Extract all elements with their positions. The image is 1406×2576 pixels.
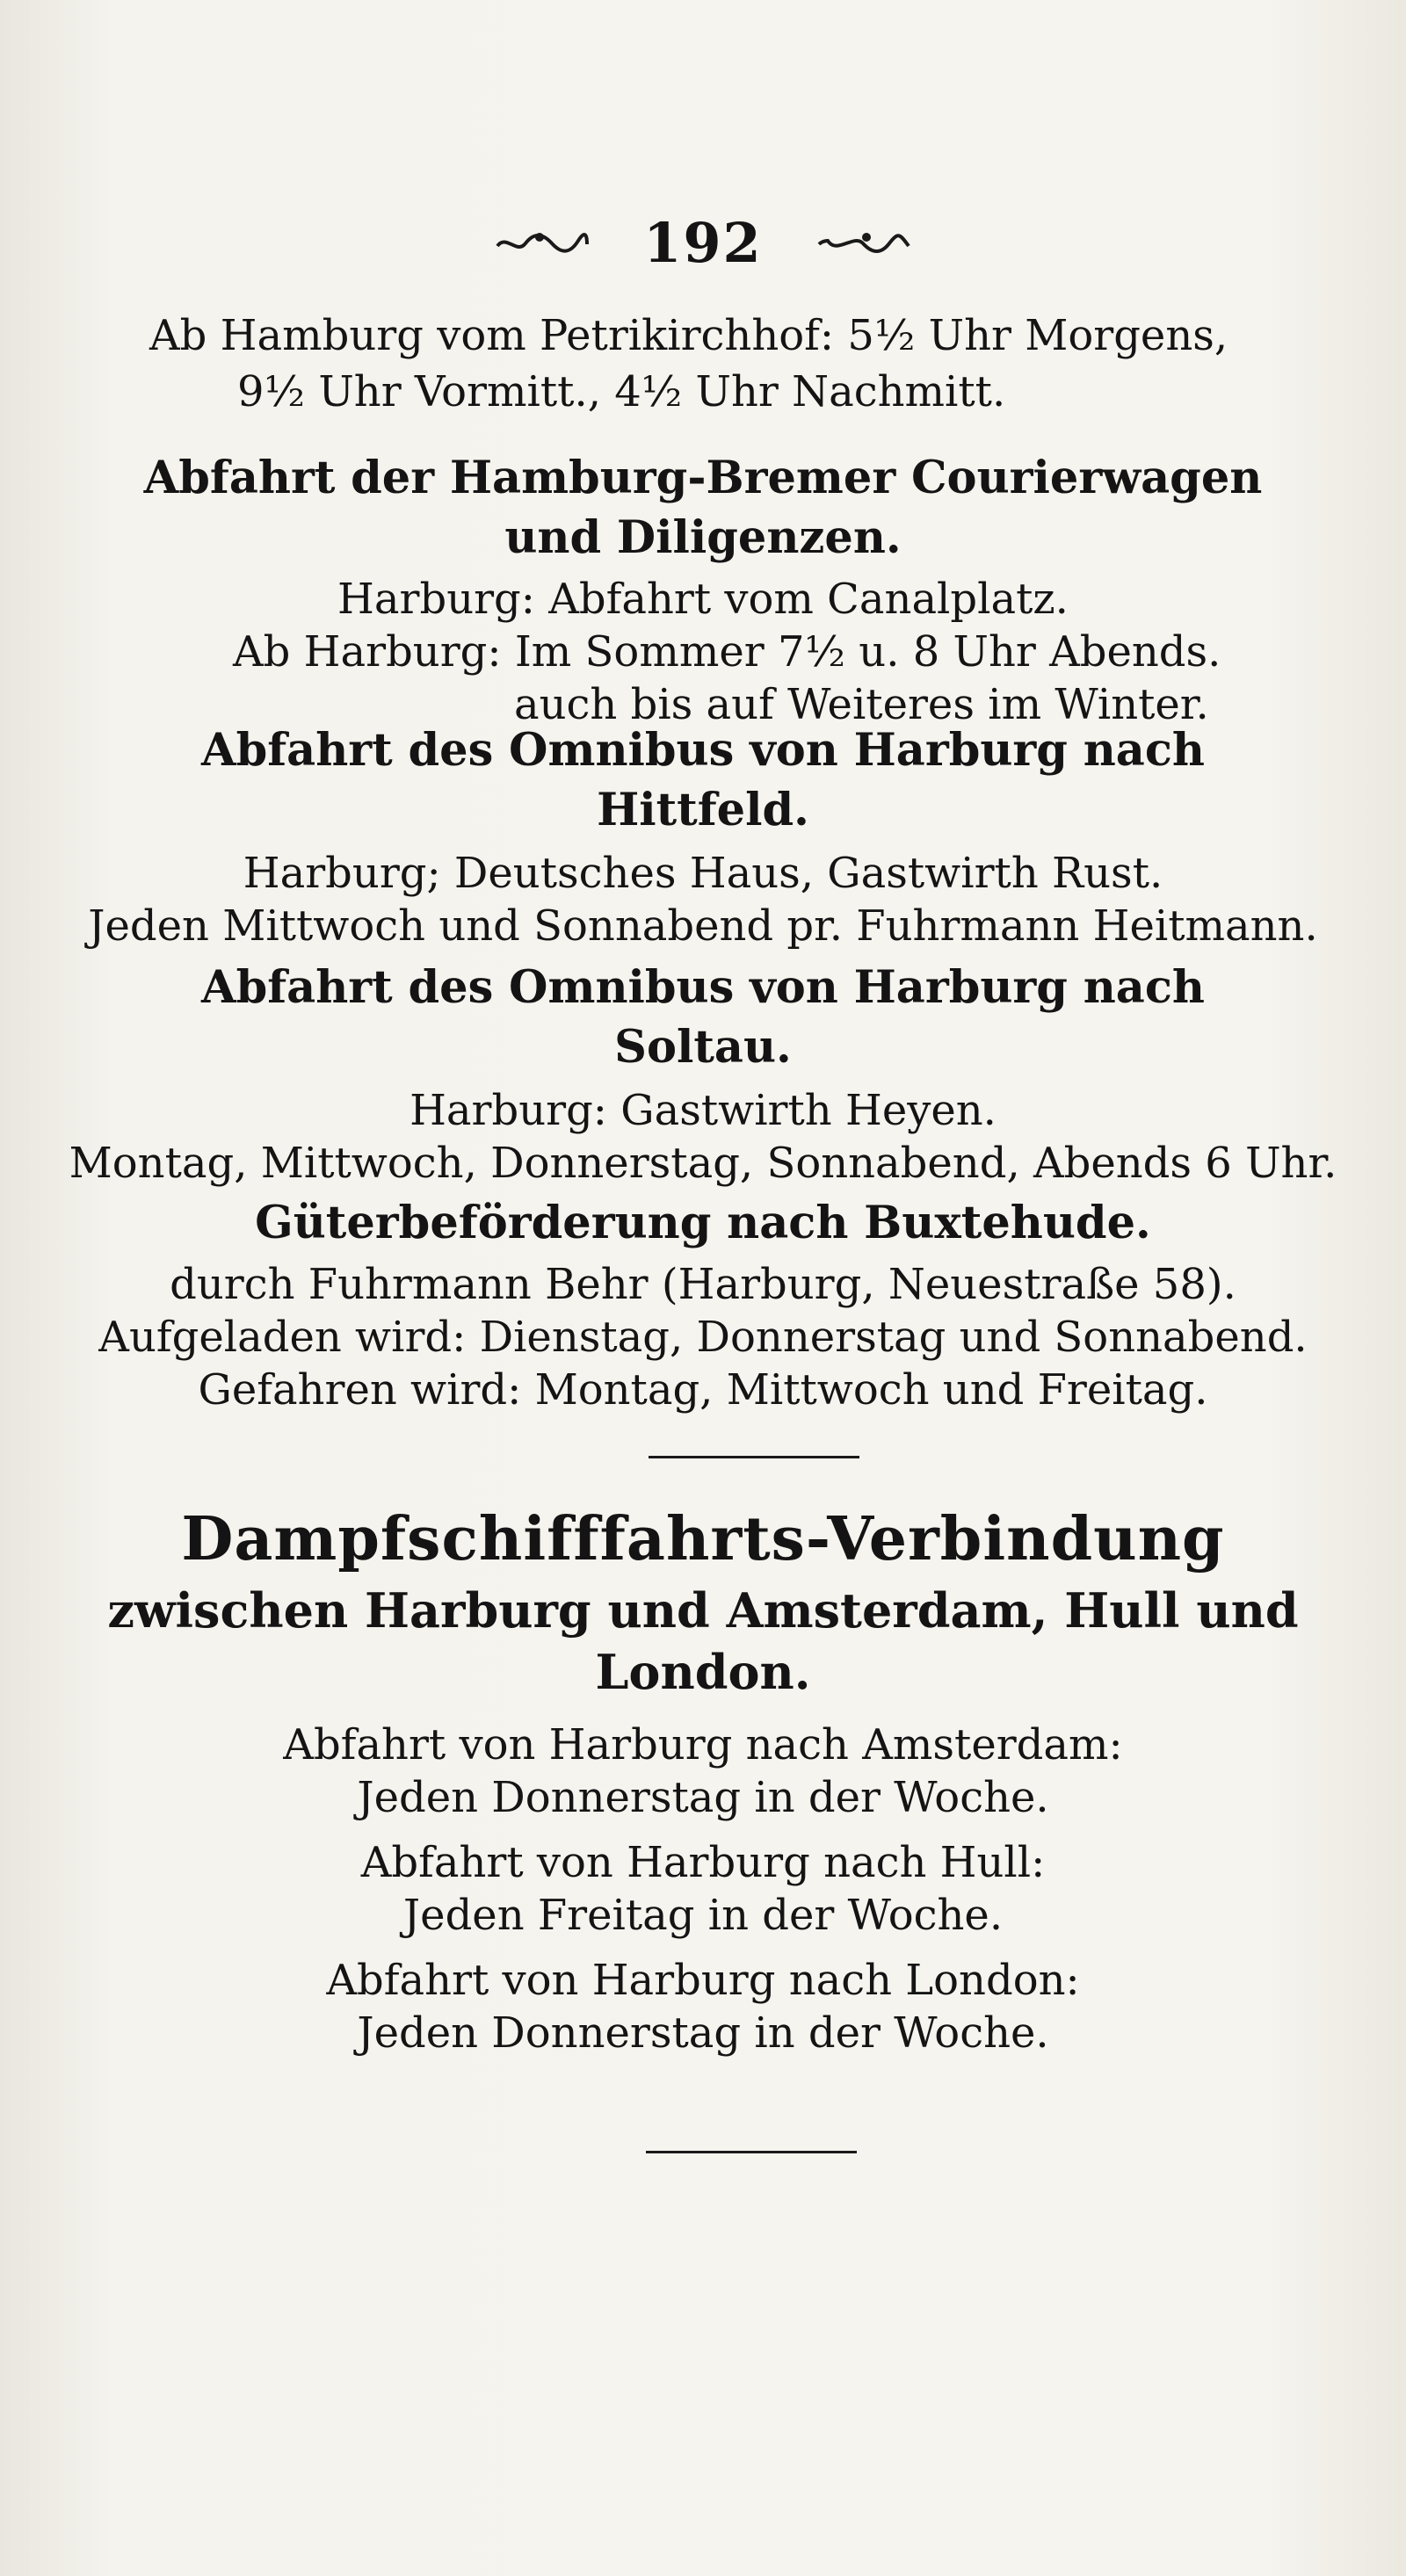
courier-heading-line-1: Abfahrt der Hamburg-Bremer Courierwagen xyxy=(143,452,1263,504)
buxtehude-line-2: Aufgeladen wird: Dienstag, Donnerstag und Sonnabend. xyxy=(98,1313,1308,1362)
steamship-subtitle-line-1: zwischen Harburg und Amsterdam, Hull und xyxy=(107,1582,1299,1639)
steamship-subtitle-line-2: London. xyxy=(595,1644,811,1700)
buxtehude-heading: Güterbeförderung nach Buxtehude. xyxy=(255,1197,1151,1249)
amsterdam-line-1: Abfahrt von Harburg nach Amsterdam: xyxy=(283,1720,1123,1769)
section-divider xyxy=(649,1456,859,1458)
hamburg-departures-line-2: 9½ Uhr Vormitt., 4½ Uhr Nachmitt. xyxy=(237,367,1006,416)
buxtehude-line-3: Gefahren wird: Montag, Mittwoch und Freitag. xyxy=(198,1365,1208,1415)
hittfeld-section xyxy=(0,720,1406,952)
hamburg-departures xyxy=(0,309,1406,418)
courier-line-2: Ab Harburg: Im Sommer 7½ u. 8 Uhr Abends. xyxy=(233,627,1221,677)
courier-section xyxy=(0,448,1406,731)
courier-line-1: Harburg: Abfahrt vom Canalplatz. xyxy=(337,575,1069,624)
buxtehude-line-1: durch Fuhrmann Behr (Harburg, Neuestraße 58). xyxy=(170,1260,1236,1309)
hittfeld-heading-line-1: Abfahrt des Omnibus von Harburg nach xyxy=(201,724,1205,777)
soltau-section xyxy=(0,958,1406,1190)
bottom-divider xyxy=(646,2151,857,2153)
amsterdam-line-2: Jeden Donnerstag in der Woche. xyxy=(357,1773,1049,1822)
hittfeld-line-1: Harburg; Deutsches Haus, Gastwirth Rust. xyxy=(243,849,1163,898)
buxtehude-section xyxy=(0,1193,1406,1416)
soltau-heading-line-1: Abfahrt des Omnibus von Harburg nach xyxy=(201,961,1205,1014)
right-ornament-icon xyxy=(815,228,912,258)
soltau-line-1: Harburg: Gastwirth Heyen. xyxy=(409,1086,997,1135)
courier-heading-line-2: und Diligenzen. xyxy=(504,511,902,564)
hittfeld-heading-line-2: Hittfeld. xyxy=(597,784,809,836)
left-ornament-icon xyxy=(494,228,591,258)
soltau-line-2: Montag, Mittwoch, Donnerstag, Sonnabend, Abends 6 Uhr. xyxy=(69,1139,1337,1188)
steamship-section xyxy=(0,1504,1406,2059)
hull-line-1: Abfahrt von Harburg nach Hull: xyxy=(360,1838,1046,1887)
page-header xyxy=(0,211,1406,275)
london-line-2: Jeden Donnerstag in der Woche. xyxy=(357,2008,1049,2058)
courier-line-3: auch bis auf Weiteres im Winter. xyxy=(514,680,1209,729)
london-line-1: Abfahrt von Harburg nach London: xyxy=(326,1956,1080,2005)
steamship-title: Dampfschifffahrts-Verbindung xyxy=(181,1504,1225,1574)
hamburg-departures-line-1: Ab Hamburg vom Petrikirchhof: 5½ Uhr Morgens, xyxy=(149,311,1228,360)
soltau-heading-line-2: Soltau. xyxy=(614,1021,792,1074)
page-number: 192 xyxy=(643,211,763,275)
hull-line-2: Jeden Freitag in der Woche. xyxy=(402,1891,1004,1940)
hittfeld-line-2: Jeden Mittwoch und Sonnabend pr. Fuhrmann Heitmann. xyxy=(88,901,1318,951)
